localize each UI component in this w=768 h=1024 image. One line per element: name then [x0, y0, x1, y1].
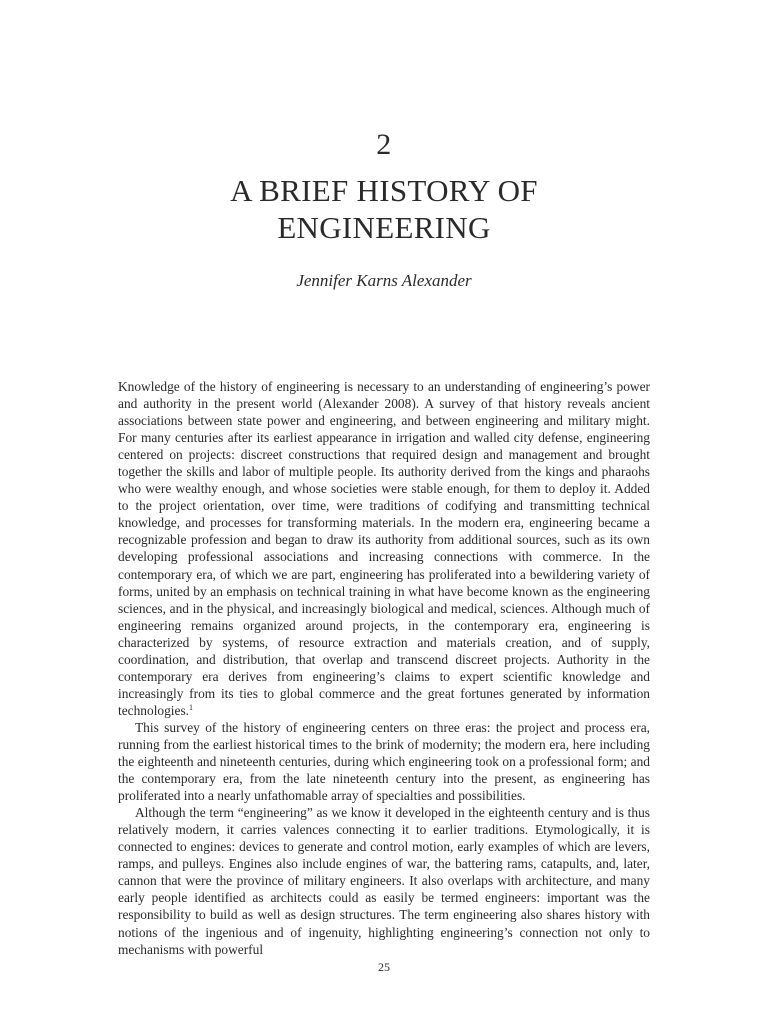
chapter-author: Jennifer Karns Alexander [296, 271, 472, 290]
chapter-title-line-2: ENGINEERING [277, 210, 491, 245]
footnote-marker[interactable]: 1 [189, 702, 194, 712]
chapter-title-line-1: A BRIEF HISTORY OF [230, 173, 538, 208]
paragraph-1-text: Knowledge of the history of engineering is necessary to an understanding of engineering’s power and authority in the present world (Alexander 2008). A survey of that history reveals ancient associations between state power and engineering, and between engineering and military might. For many centuries after its earliest appearance in irrigation and walled city defense, engineering centered on projects: discreet constructions that required design and management and brought together the skills and labor of multiple people. Its authority derived from the kings and pharaohs who were wealthy enough, and whose societies were stable enough, for them to deploy it. Added to the project orientation, over time, were traditions of codifying and transmitting technical knowledge, and processes for transforming materials. In the modern era, engineering became a recognizable profession and began to draw its authority from additional sources, such as its own developing professional associations and increasing connections with commerce. In the contemporary era, of which we are part, engineering has proliferated into a bewildering variety of forms, united by an emphasis on technical training in what have become known as the engineering sciences, and in the physical, and increasingly biological and medical, sciences. Although much of engineering remains organized around projects, in the contemporary era, engineering is characterized by systems, of resource extraction and materials creation, and of supply, coordination, and distribution, that overlap and transcend discreet projects. Authority in the contemporary era derives from engineering’s claims to expert scientific knowledge and increasingly from its ties to global commerce and the great fortunes generated by information technologies. [118, 379, 650, 718]
paragraph-2: This survey of the history of engineering centers on three eras: the project and process era, running from the earliest historical times to the brink of modernity; the modern era, here including the eighteenth and nineteenth centuries, during which engineering took on a professional form; and the contemporary era, from the late nineteenth century into the present, as engineering has proliferated into a nearly unfathomable array of specialties and possibilities. [118, 719, 650, 804]
chapter-body [118, 378, 650, 958]
page-number: 25 [378, 960, 390, 974]
paragraph-1 [118, 378, 650, 719]
paragraph-3: Although the term “engineering” as we know it developed in the eighteenth century and is thus relatively modern, it carries valences connecting it to earlier traditions. Etymologically, it is connected to engines: devices to generate and control motion, early examples of which are levers, ramps, and pulleys. Engines also include engines of war, the battering rams, catapults, and, later, cannon that were the province of military engineers. It also overlaps with architecture, and many early people identified as architects could as easily be termed engineers: important was the responsibility to build as well as design structures. The term engineering also shares history with notions of the ingenious and of ingenuity, highlighting engineering’s connection not only to mechanisms with powerful [118, 805, 650, 957]
chapter-title [0, 172, 768, 246]
chapter-number: 2 [376, 128, 392, 161]
